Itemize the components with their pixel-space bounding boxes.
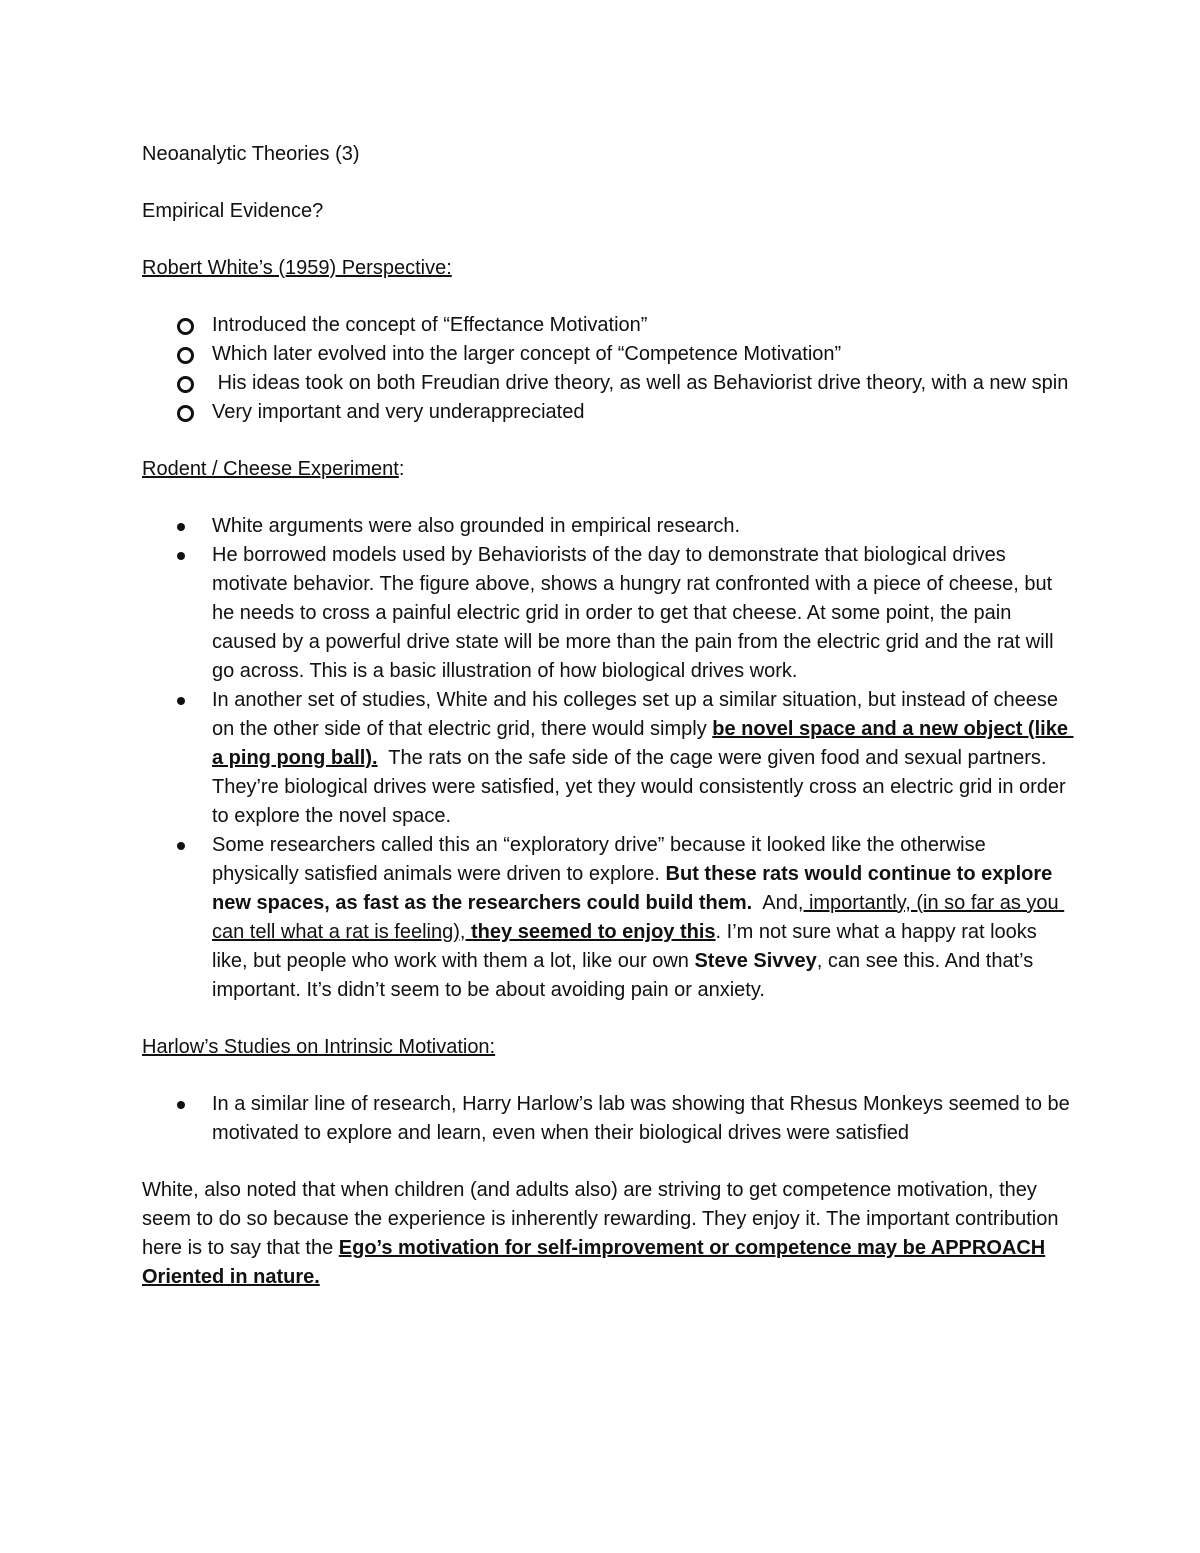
bullet-icon <box>177 697 185 705</box>
bullet-icon <box>177 552 185 560</box>
list-item: Some researchers called this an “exploratory drive” because it looked like the otherwise physically satisfied animals were driven to explore. But these rats would continue to explore new spaces, as fast as the researchers could build them. And, importantly, (in so far as you can tell what a rat is feeling), they seemed to enjoy this. I’m not sure what a happy rat looks like, but people who work with them a lot, like our own Steve Sivvey, can see this. And that’s important. It’s didn’t seem to be about avoiding pain or anxiety. <box>142 831 1072 1005</box>
hollow-bullet-icon <box>177 318 194 335</box>
white-section-list <box>142 311 1072 427</box>
bullet-icon <box>177 842 185 850</box>
rodent-section-list <box>142 512 1072 1005</box>
document-page <box>142 140 1072 1320</box>
hollow-bullet-icon <box>177 347 194 364</box>
list-item: In another set of studies, White and his colleges set up a similar situation, but instead of cheese on the other side of that electric grid, there would simply be novel space and a new object (like a ping pong ball). The rats on the safe side of the cage were given food and sexual partners. They’re biological drives were satisfied, yet they would consistently cross an electric grid in order to explore the novel space. <box>142 686 1072 831</box>
list-item: Very important and very underappreciated <box>142 398 1072 427</box>
bullet-icon <box>177 1101 185 1109</box>
list-item: He borrowed models used by Behaviorists of the day to demonstrate that biological drives motivate behavior. The figure above, shows a hungry rat confronted with a piece of cheese, but he needs to cross a painful electric grid in order to get that cheese. At some point, the pain caused by a powerful drive state will be more than the pain from the electric grid and the rat will go across. This is a basic illustration of how biological drives work. <box>142 541 1072 686</box>
harlow-section-heading: Harlow’s Studies on Intrinsic Motivation: <box>142 1036 496 1058</box>
list-item: His ideas took on both Freudian drive theory, as well as Behaviorist drive theory, with a new spin <box>142 369 1072 398</box>
rodent-section-heading: Rodent / Cheese Experiment: <box>142 458 405 480</box>
white-section-heading: Robert White’s (1959) Perspective: <box>142 257 452 279</box>
closing-paragraph: White, also noted that when children (and adults also) are striving to get competence motivation, they seem to do so because the experience is inherently rewarding. They enjoy it. The important contribution here is to say that the Ego’s motivation for self-improvement or competence may be APPROACH Oriented in nature. <box>142 1179 1059 1288</box>
document-subtitle: Empirical Evidence? <box>142 200 324 222</box>
list-item: In a similar line of research, Harry Harlow’s lab was showing that Rhesus Monkeys seemed to be motivated to explore and learn, even when their biological drives were satisfied <box>142 1090 1072 1148</box>
bullet-icon <box>177 523 185 531</box>
list-item: Introduced the concept of “Effectance Motivation” <box>142 311 1072 340</box>
harlow-section-list <box>142 1090 1072 1148</box>
hollow-bullet-icon <box>177 376 194 393</box>
list-item: Which later evolved into the larger concept of “Competence Motivation” <box>142 340 1072 369</box>
document-title: Neoanalytic Theories (3) <box>142 143 360 165</box>
hollow-bullet-icon <box>177 405 194 422</box>
list-item: White arguments were also grounded in empirical research. <box>142 512 1072 541</box>
